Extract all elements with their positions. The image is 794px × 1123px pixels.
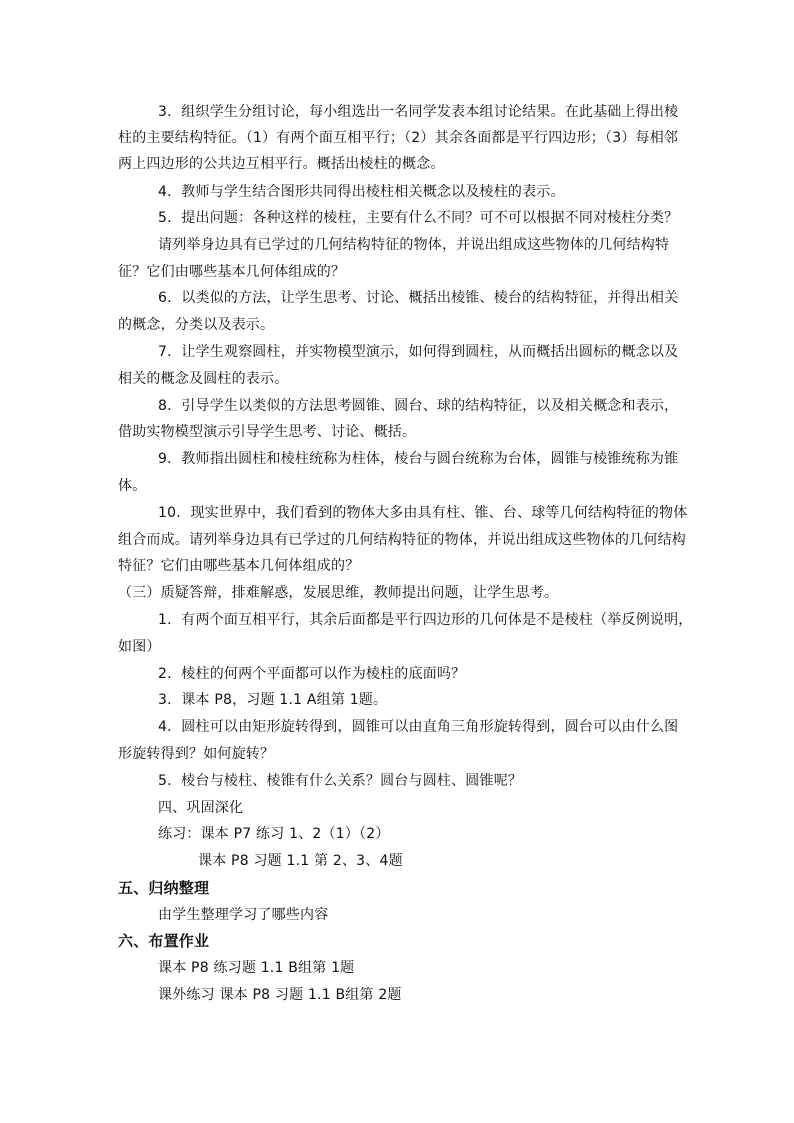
paragraph-8-line-2: 借助实物模型演示引导学生思考、讨论、概括。	[118, 424, 417, 440]
paragraph-7-line-2: 相关的概念及圆柱的表示。	[118, 371, 289, 387]
paragraph-7-line-1: 7．让学生观察圆柱，并实物模型演示，如何得到圆柱，从而概括出圆标的概念以及	[158, 344, 679, 360]
paragraph-4: 4．教师与学生结合图形共同得出棱柱相关概念以及棱柱的表示。	[158, 184, 565, 200]
paragraph-6-line-1: 6．以类似的方法，让学生思考、讨论、概括出棱锥、棱台的结构特征，并得出相关	[158, 290, 679, 306]
section-6-heading: 六、布置作业	[118, 932, 210, 950]
paragraph-8-line-1: 8．引导学生以类似的方法思考圆锥、圆台、球的结构特征，以及相关概念和表示，	[158, 398, 679, 414]
summary-text: 由学生整理学习了哪些内容	[158, 907, 329, 923]
paragraph-3-line-1: 3．组织学生分组讨论，每小组选出一名同学发表本组讨论结果。在此基础上得出棱	[158, 104, 679, 120]
paragraph-3-line-2: 柱的主要结构特征。（1）有两个面互相平行；（2）其余各面都是平行四边形；（3）每相邻	[118, 130, 679, 146]
question-4-line-1: 4．圆柱可以由矩形旋转得到，圆锥可以由直角三角形旋转得到，圆台可以由什么图	[158, 719, 679, 735]
section-3-heading: （三）质疑答辩，排难解惑，发展思维，教师提出问题，让学生思考。	[118, 585, 559, 601]
exercise-line-1: 练习：课本 P7 练习 1、2（1）（2）	[158, 826, 390, 842]
paragraph-9-line-2: 体。	[118, 478, 147, 494]
paragraph-10-line-1: 10．现实世界中，我们看到的物体大多由具有柱、锥、台、球等几何结构特征的物体	[158, 505, 688, 521]
section-4-heading: 四、巩固深化	[158, 800, 244, 816]
question-4-line-2: 形旋转得到？如何旋转？	[118, 746, 275, 762]
paragraph-10-line-2: 组合而成。请列举身边具有已学过的几何结构特征的物体，并说出组成这些物体的几何结构	[118, 532, 686, 548]
paragraph-5-line-2: 请列举身边具有已学过的几何结构特征的物体，并说出组成这些物体的几何结构特	[158, 237, 670, 253]
question-1-line-2: 如图）	[118, 639, 161, 655]
paragraph-5-line-1: 5．提出问题：各种这样的棱柱，主要有什么不同？可不可以根据不同对棱柱分类？	[158, 210, 679, 226]
homework-line-1: 课本 P8 练习题 1.1 B组第 1题	[158, 960, 355, 976]
paragraph-5-line-3: 征？它们由哪些基本几何体组成的？	[118, 264, 346, 280]
question-2: 2．棱柱的何两个平面都可以作为棱柱的底面吗？	[158, 666, 466, 682]
paragraph-9-line-1: 9．教师指出圆柱和棱柱统称为柱体，棱台与圆台统称为台体，圆锥与棱锥统称为锥	[158, 451, 679, 467]
question-1-line-1: 1．有两个面互相平行，其余后面都是平行四边形的几何体是不是棱柱（举反例说明，	[158, 612, 693, 628]
paragraph-6-line-2: 的概念，分类以及表示。	[118, 317, 275, 333]
homework-line-2: 课外练习 课本 P8 习题 1.1 B组第 2题	[158, 987, 402, 1003]
paragraph-10-line-3: 特征？它们由哪些基本几何体组成的？	[118, 558, 360, 574]
question-3: 3．课本 P8，习题 1.1 A组第 1题。	[158, 692, 388, 708]
section-5-heading: 五、归纳整理	[118, 879, 210, 897]
exercise-line-2: 课本 P8 习题 1.1 第 2、3、4题	[198, 853, 403, 869]
question-5: 5．棱台与棱柱、棱锥有什么关系？圆台与圆柱、圆锥呢？	[158, 773, 523, 789]
paragraph-3-line-3: 两上四边形的公共边互相平行。概括出棱柱的概念。	[118, 156, 445, 172]
